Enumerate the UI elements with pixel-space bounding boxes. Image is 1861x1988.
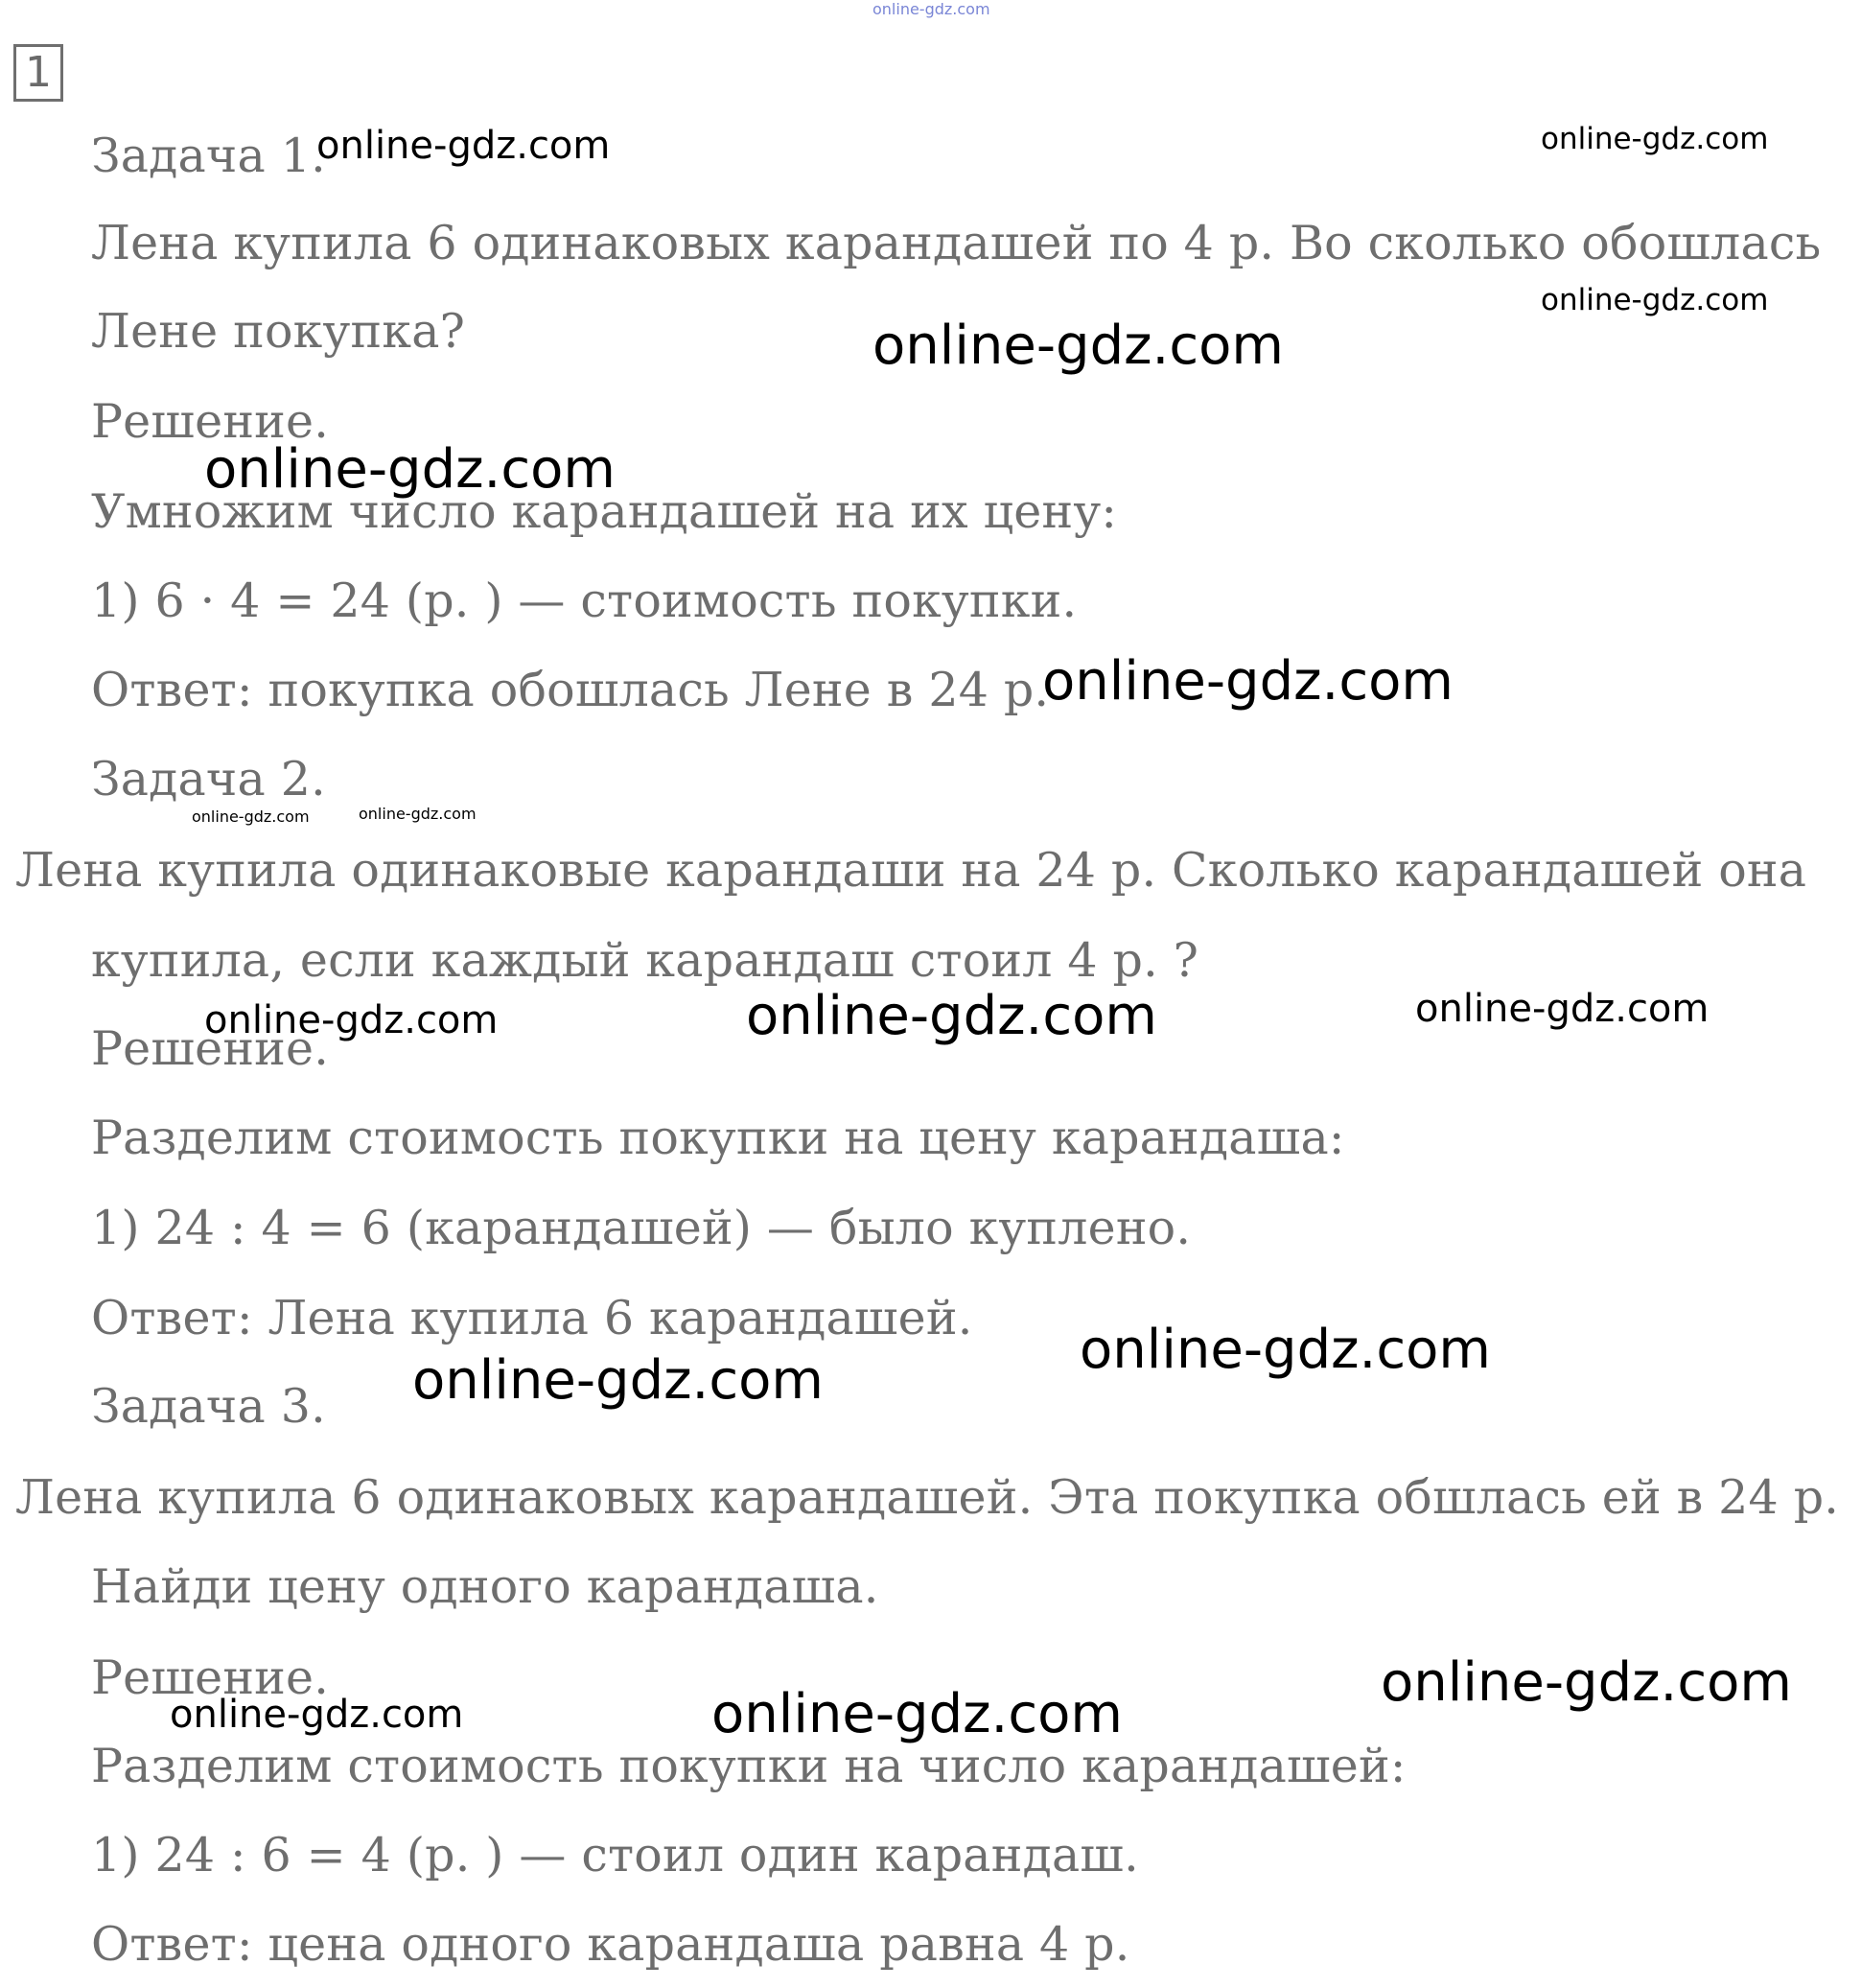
- watermark: online-gdz.com: [192, 807, 310, 826]
- watermark-top: online-gdz.com: [872, 0, 990, 18]
- watermark: online-gdz.com: [1541, 122, 1769, 156]
- watermark: online-gdz.com: [170, 1693, 464, 1737]
- task1-answer: Ответ: покупка обошлась Лене в 24 р.: [91, 663, 1050, 717]
- task1-solution-text: Умножим число карандашей на их цену:: [91, 484, 1118, 539]
- task3-title: Задача 3.: [91, 1379, 326, 1434]
- task2-step1: 1) 24 : 4 = 6 (карандашей) — было куплено.: [91, 1201, 1192, 1255]
- task1-text-line1: Лена купила 6 одинаковых карандашей по 4 р. Во сколько обошлась: [91, 216, 1822, 270]
- task2-title: Задача 2.: [91, 752, 326, 807]
- task3-step1: 1) 24 : 6 = 4 (р. ) — стоил один карандаш.: [91, 1828, 1139, 1883]
- task2-answer: Ответ: Лена купила 6 карандашей.: [91, 1291, 973, 1345]
- task3-text-line2: Найди цену одного карандаша.: [91, 1559, 879, 1614]
- task1-solution-label: Решение.: [91, 394, 330, 449]
- watermark: online-gdz.com: [1415, 987, 1710, 1031]
- watermark: online-gdz.com: [412, 1349, 824, 1412]
- watermark: online-gdz.com: [711, 1683, 1123, 1745]
- task2-text-line2: купила, если каждый карандаш стоил 4 р. ?: [91, 933, 1199, 988]
- watermark: online-gdz.com: [316, 124, 611, 168]
- task1-step1: 1) 6 · 4 = 24 (р. ) — стоимость покупки.: [91, 573, 1078, 628]
- task3-text-line1: Лена купила 6 одинаковых карандашей. Эта покупка обшлась ей в 24 р.: [15, 1470, 1840, 1525]
- watermark: online-gdz.com: [204, 998, 499, 1042]
- task1-title: Задача 1.: [91, 129, 326, 183]
- task3-answer: Ответ: цена одного карандаша равна 4 р.: [91, 1917, 1130, 1972]
- watermark: online-gdz.com: [746, 985, 1157, 1047]
- task2-solution-text: Разделим стоимость покупки на цену карандаша:: [91, 1111, 1345, 1165]
- task2-solution-label: Решение.: [91, 1021, 330, 1076]
- exercise-number-box: 1: [13, 44, 63, 102]
- task3-solution-text: Разделим стоимость покупки на число карандашей:: [91, 1739, 1407, 1793]
- task3-solution-label: Решение.: [91, 1650, 330, 1705]
- watermark: online-gdz.com: [204, 438, 616, 501]
- watermark: online-gdz.com: [872, 315, 1284, 377]
- task1-text-line2: Лене покупка?: [91, 304, 466, 359]
- watermark: online-gdz.com: [1381, 1651, 1792, 1714]
- watermark: online-gdz.com: [359, 805, 477, 823]
- watermark: online-gdz.com: [1080, 1319, 1491, 1381]
- watermark: online-gdz.com: [1541, 283, 1769, 317]
- watermark: online-gdz.com: [1042, 650, 1454, 713]
- task2-text-line1: Лена купила одинаковые карандаши на 24 р. Сколько карандашей она: [15, 843, 1807, 898]
